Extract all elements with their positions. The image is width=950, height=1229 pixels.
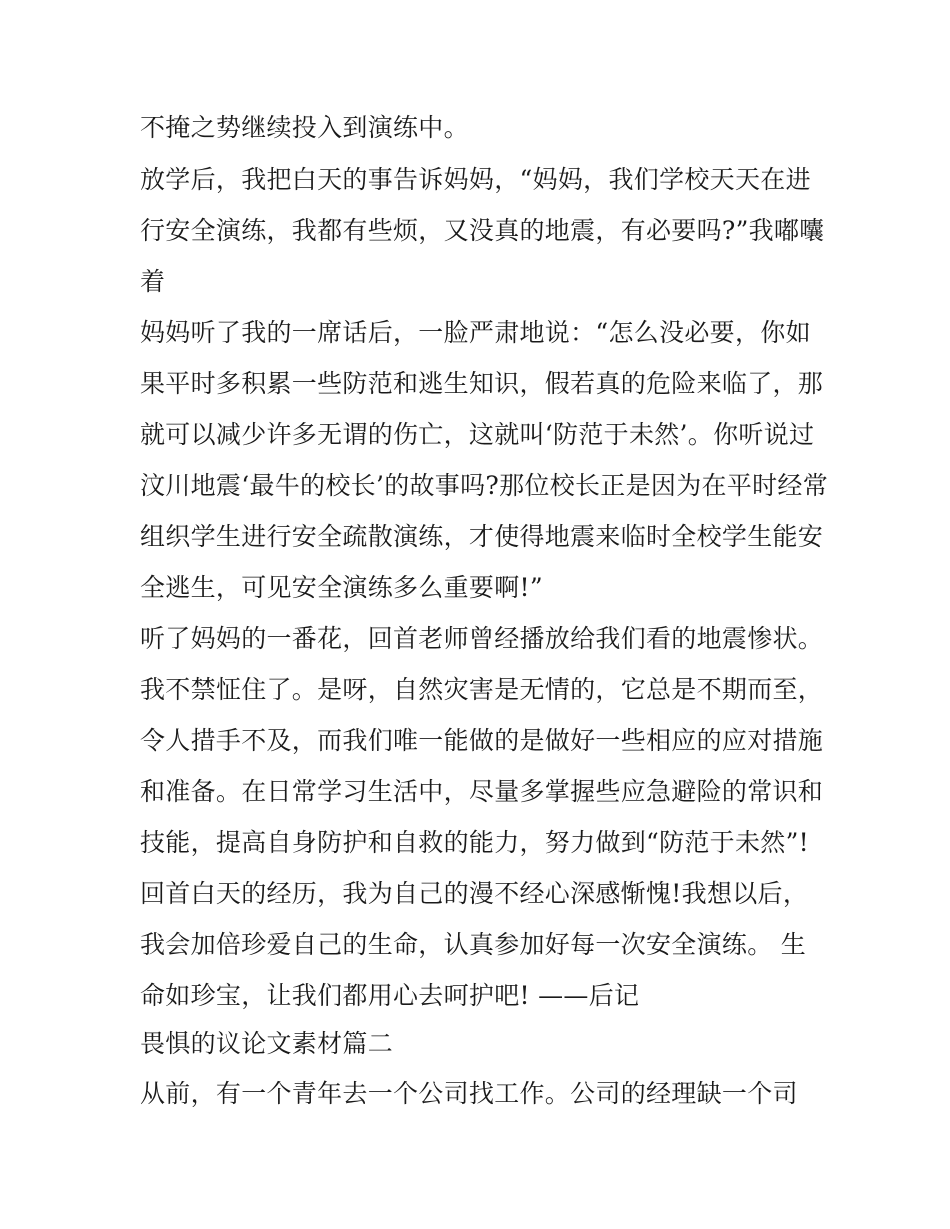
text-line: 全逃生，可见安全演练多么重要啊!” [140, 573, 543, 602]
text-line: 行安全演练，我都有些烦，又没真的地震，有必要吗?”我嘟囔 [140, 216, 825, 245]
text-line: 果平时多积累一些防范和逃生知识，假若真的危险来临了，那 [140, 369, 824, 398]
text-line: 命如珍宝，让我们都用心去呵护吧! ——后记 [140, 981, 640, 1010]
text-line: 令人措手不及，而我们唯一能做的是做好一些相应的应对措施 [140, 726, 824, 755]
text-line: 汶川地震‘最牛的校长’的故事吗?那位校长正是因为在平时经常 [140, 471, 828, 500]
text-line: 着 [140, 267, 166, 296]
text-line: 不掩之势继续投入到演练中。 [140, 113, 469, 142]
text-line: 回首白天的经历，我为自己的漫不经心深感惭愧!我想以后， [140, 879, 809, 908]
text-line: 就可以减少许多无谓的伤亡，这就叫‘防范于未然’。你听说过 [140, 420, 815, 449]
text-line: 组织学生进行安全疏散演练，才使得地震来临时全校学生能安 [140, 522, 824, 551]
text-line: 听了妈妈的一番花，回首老师曾经播放给我们看的地震惨状。 [140, 624, 824, 653]
text-line: 放学后，我把白天的事告诉妈妈，“妈妈，我们学校天天在进 [140, 165, 811, 194]
text-line: 我不禁怔住了。是呀，自然灾害是无情的，它总是不期而至， [140, 675, 824, 704]
text-line: 技能，提高自身防护和自救的能力，努力做到“防范于未然”! [140, 828, 810, 857]
section-heading: 畏惧的议论文素材篇二 [140, 1029, 394, 1058]
text-line: 妈妈听了我的一席话后，一脸严肃地说：“怎么没必要，你如 [140, 318, 811, 347]
text-line: 从前，有一个青年去一个公司找工作。公司的经理缺一个司 [140, 1079, 798, 1108]
text-line: 我会加倍珍爱自己的生命，认真参加好每一次安全演练。 生 [140, 930, 807, 959]
text-line: 和准备。在日常学习生活中，尽量多掌握些应急避险的常识和 [140, 777, 824, 806]
